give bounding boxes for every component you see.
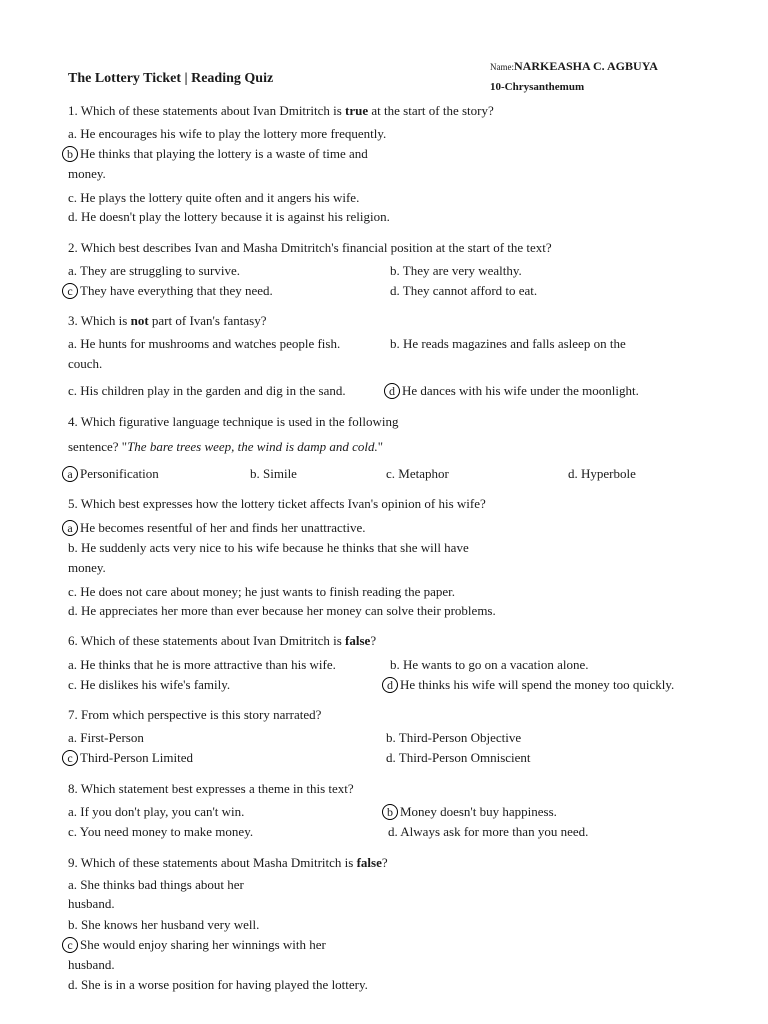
q1-option-b-cont: money. [68,166,106,181]
question-9: 9. Which of these statements about Masha Dmitritch is false? [68,855,388,870]
q3-option-b-cont: couch. [68,356,103,371]
q7-option-b: b. Third-Person Objective [386,730,522,745]
q4-sentence: sentence? "The bare trees weep, the wind is damp and cold." [68,439,384,454]
q2-option-b: b. They are very wealthy. [390,263,522,278]
q5-option-b: b. He suddenly acts very nice to his wife because he thinks that she will have [68,540,469,555]
answer-circle: b [382,804,398,820]
answer-circle: c [62,937,78,953]
q3-option-b: b. He reads magazines and falls asleep on the [390,336,626,351]
question-6: 6. Which of these statements about Ivan Dmitritch is false? [68,633,377,648]
q6-option-b: b. He wants to go on a vacation alone. [390,657,589,672]
q8-option-b: b Money doesn't buy happiness. [382,804,557,820]
q4-option-d: d. Hyperbole [568,466,636,481]
q8-option-d: d. Always ask for more than you need. [388,824,589,839]
q9-option-d: d. She is in a worse position for having played the lottery. [68,977,368,992]
question-7: 7. From which perspective is this story narrated? [68,707,322,722]
q9-option-a-cont: husband. [68,896,115,911]
q9-option-b: b. She knows her husband very well. [68,917,260,932]
question-2: 2. Which best describes Ivan and Masha Dmitritch's financial position at the start of the text? [68,240,552,255]
answer-circle: c [62,283,78,299]
q8-option-a: a. If you don't play, you can't win. [68,804,245,819]
q7-option-d: d. Third-Person Omniscient [386,750,531,765]
question-3: 3. Which is not part of Ivan's fantasy? [68,313,267,328]
q4-option-b: b. Simile [250,466,297,481]
q7-option-c: c Third-Person Limited [62,750,193,766]
q1-option-d: d. He doesn't play the lottery because it is against his religion. [68,209,390,224]
question-8: 8. Which statement best expresses a theme in this text? [68,781,354,796]
q9-option-c: c She would enjoy sharing her winnings with her [62,937,326,953]
answer-circle: d [382,677,398,693]
name-label: Name: [490,62,514,72]
answer-circle: a [62,520,78,536]
q5-option-b-cont: money. [68,560,106,575]
q7-option-a: a. First-Person [68,730,144,745]
answer-circle: d [384,383,400,399]
class-name: 10-Chrysanthemum [490,81,585,93]
q1-option-c: c. He plays the lottery quite often and it angers his wife. [68,190,360,205]
q2-option-a: a. They are struggling to survive. [68,263,240,278]
q5-option-d: d. He appreciates her more than ever because her money can solve their problems. [68,603,496,618]
name-value: NARKEASHA C. AGBUYA [514,59,658,73]
q4-option-c: c. Metaphor [386,466,449,481]
q2-option-c: c They have everything that they need. [62,283,273,299]
question-4: 4. Which figurative language technique is used in the following [68,414,399,429]
answer-circle: b [62,146,78,162]
q5-option-c: c. He does not care about money; he just wants to finish reading the paper. [68,584,456,599]
q6-option-a: a. He thinks that he is more attractive than his wife. [68,657,336,672]
q1-option-b: b He thinks that playing the lottery is a waste of time and [62,146,368,162]
answer-circle: c [62,750,78,766]
q3-option-d: d He dances with his wife under the moonlight. [384,383,639,399]
q2-option-d: d. They cannot afford to eat. [390,283,538,298]
q4-option-a: a Personification [62,466,159,482]
q6-option-d: d He thinks his wife will spend the money too quickly. [382,677,674,693]
q6-option-c: c. He dislikes his wife's family. [68,677,231,692]
quiz-title: The Lottery Ticket | Reading Quiz [68,71,274,86]
q1-option-a: a. He encourages his wife to play the lottery more frequently. [68,126,387,141]
q9-option-c-cont: husband. [68,957,115,972]
answer-circle: a [62,466,78,482]
q9-option-a: a. She thinks bad things about her [68,877,244,892]
student-name [490,58,658,75]
q3-option-c: c. His children play in the garden and dig in the sand. [68,383,346,398]
q8-option-c: c. You need money to make money. [68,824,254,839]
question-5: 5. Which best expresses how the lottery ticket affects Ivan's opinion of his wife? [68,496,486,511]
q3-option-a: a. He hunts for mushrooms and watches people fish. [68,336,341,351]
question-1: 1. Which of these statements about Ivan Dmitritch is true at the start of the story? [68,103,494,118]
q5-option-a: a He becomes resentful of her and finds her unattractive. [62,520,366,536]
